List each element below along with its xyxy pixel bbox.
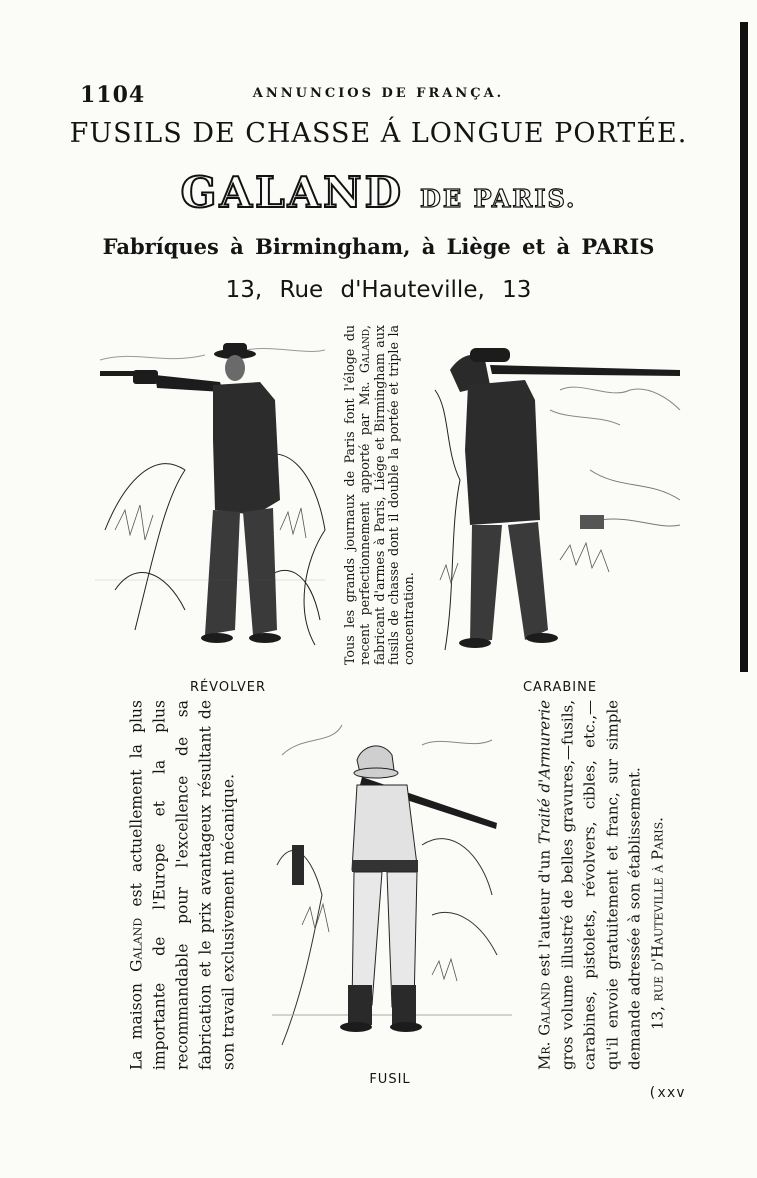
right-paragraph bbox=[534, 700, 669, 1070]
center-text-part1: Tous les grands journaux de Paris font l'éloge du recent perfectionnement apporté par bbox=[342, 325, 372, 665]
left-text-name: Galand bbox=[127, 917, 146, 972]
right-text-part2: gros volume illustré de belles gravures,—fusils, carabines, pistolets, révolvers, cibles, etc.,—qu'il envoie gratuitement et franc, sur simple demande adressée à son établissement. bbox=[558, 700, 644, 1070]
revolver-caption: RÉVOLVER bbox=[189, 680, 267, 695]
carabine-illustration bbox=[430, 330, 685, 655]
page-number: 1104 bbox=[80, 82, 146, 108]
left-text-part2: est actuellement la plus importante de l'Europe et la plus recommandable pour l'excellence de sa fabrication et le prix avantageux résultant de son travail exclusivement mécanique. bbox=[127, 700, 238, 1070]
revolver-illustration bbox=[95, 330, 330, 650]
advert-title: FUSILS DE CHASSE Á LONGUE PORTÉE. bbox=[69, 118, 688, 149]
address-line: 13, Rue d'Hauteville, 13 bbox=[225, 277, 532, 303]
center-paragraph bbox=[343, 325, 417, 665]
brand-name: GALAND bbox=[180, 168, 404, 217]
brand-row bbox=[0, 168, 757, 217]
center-text-part2: , fabricant d'armes à Paris, Liége et Birmingham aux fusils de chasse dont il double la portée et triple la concentration. bbox=[356, 325, 417, 665]
carabine-caption: CARABINE bbox=[522, 680, 598, 695]
left-text-part1: La maison bbox=[127, 971, 146, 1070]
center-text-name: Mr. Galand bbox=[356, 329, 372, 406]
right-text-book-title: Traité d'Armurerie bbox=[535, 699, 554, 845]
right-text-name: Mr. Galand bbox=[535, 982, 554, 1070]
left-paragraph bbox=[126, 700, 241, 1070]
factories-line: Fabríques à Birmingham, à Liège et à PARIS bbox=[102, 234, 655, 259]
running-title: ANNUNCIOS DE FRANÇA. bbox=[252, 86, 505, 101]
left-vertical-text bbox=[100, 700, 266, 1070]
right-text-part1: est l'auteur d'un bbox=[535, 844, 554, 983]
fusil-caption: FUSIL bbox=[369, 1072, 411, 1087]
signature-mark: (xxv bbox=[648, 1085, 686, 1101]
fusil-illustration bbox=[272, 715, 512, 1060]
right-vertical-text bbox=[520, 700, 682, 1070]
brand-suffix: DE PARIS. bbox=[420, 184, 577, 213]
center-vertical-text bbox=[330, 325, 430, 665]
right-text-address: 13, rue d'Hauteville à Paris. bbox=[648, 817, 666, 1030]
